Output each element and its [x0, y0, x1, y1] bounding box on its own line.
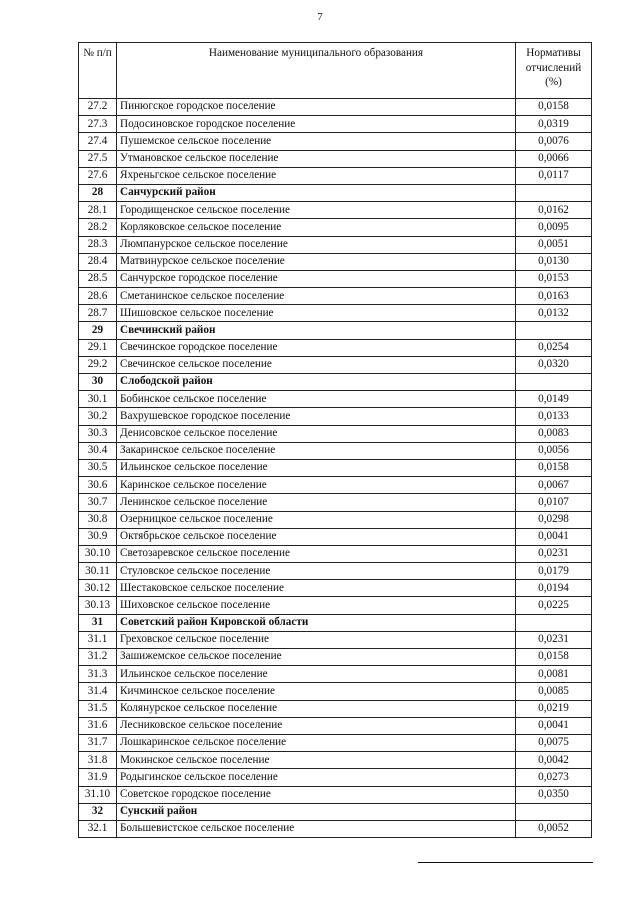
allocation-rate-cell: 0,0083 — [516, 425, 592, 442]
municipality-name-cell: Бобинское сельское поселение — [117, 391, 516, 408]
municipality-name-cell: Большевистское сельское поселение — [117, 820, 516, 837]
municipality-name-cell: Городищенское сельское поселение — [117, 202, 516, 219]
allocation-rate-cell: 0,0254 — [516, 339, 592, 356]
row-number-cell: 31.5 — [79, 700, 117, 717]
table-row — [79, 734, 592, 751]
table-row — [79, 356, 592, 373]
municipality-name-cell: Утмановское сельское поселение — [117, 150, 516, 167]
allocation-rate-cell: 0,0163 — [516, 288, 592, 305]
municipality-name-cell: Советский район Кировской области — [117, 614, 516, 631]
row-number-cell: 28.7 — [79, 305, 117, 322]
table-row — [79, 236, 592, 253]
row-number-cell: 31.3 — [79, 666, 117, 683]
row-number-cell: 28.5 — [79, 270, 117, 287]
row-number-cell: 30 — [79, 374, 117, 391]
table-row — [79, 700, 592, 717]
allocation-rate-cell: 0,0320 — [516, 356, 592, 373]
municipality-name-cell: Каринское сельское поселение — [117, 477, 516, 494]
allocation-rate-cell: 0,0194 — [516, 580, 592, 597]
row-number-cell: 30.3 — [79, 425, 117, 442]
municipality-name-cell: Сунский район — [117, 803, 516, 820]
table-row — [79, 666, 592, 683]
allocation-rate-cell: 0,0085 — [516, 683, 592, 700]
allocation-rate-cell: 0,0133 — [516, 408, 592, 425]
municipality-name-cell: Мокинское сельское поселение — [117, 752, 516, 769]
municipality-name-cell: Лошкаринское сельское поселение — [117, 734, 516, 751]
municipality-name-cell: Слободской район — [117, 374, 516, 391]
municipality-name-cell: Ильинское сельское поселение — [117, 459, 516, 476]
allocation-rate-cell: 0,0066 — [516, 150, 592, 167]
municipality-name-cell: Ильинское сельское поселение — [117, 666, 516, 683]
table-row — [79, 752, 592, 769]
allocation-rate-cell: 0,0158 — [516, 459, 592, 476]
row-number-cell: 28.6 — [79, 288, 117, 305]
allocation-rate-cell: 0,0075 — [516, 734, 592, 751]
municipality-name-cell: Колянурское сельское поселение — [117, 700, 516, 717]
table-header-row — [79, 43, 592, 99]
allocation-rate-cell: 0,0231 — [516, 545, 592, 562]
row-number-cell: 32 — [79, 803, 117, 820]
table-row — [79, 202, 592, 219]
allocation-rate-cell: 0,0052 — [516, 820, 592, 837]
table-row — [79, 133, 592, 150]
municipality-name-cell: Кичминское сельское поселение — [117, 683, 516, 700]
municipality-name-cell: Ленинское сельское поселение — [117, 494, 516, 511]
header-municipality-name: Наименование муниципального образования — [117, 43, 516, 99]
row-number-cell: 31.7 — [79, 734, 117, 751]
row-number-cell: 30.2 — [79, 408, 117, 425]
allocation-rate-cell — [516, 322, 592, 339]
table-row — [79, 425, 592, 442]
municipality-name-cell: Вахрушевское городское поселение — [117, 408, 516, 425]
row-number-cell: 30.4 — [79, 442, 117, 459]
allocation-rate-cell: 0,0081 — [516, 666, 592, 683]
table-row — [79, 769, 592, 786]
allocation-rate-cell: 0,0179 — [516, 563, 592, 580]
table-row — [79, 545, 592, 562]
row-number-cell: 28.3 — [79, 236, 117, 253]
district-row — [79, 374, 592, 391]
allocation-rate-cell: 0,0158 — [516, 649, 592, 666]
allocation-rate-cell: 0,0076 — [516, 133, 592, 150]
table-row — [79, 167, 592, 184]
row-number-cell: 29.1 — [79, 339, 117, 356]
allocation-rate-cell: 0,0067 — [516, 477, 592, 494]
municipality-name-cell: Советское городское поселение — [117, 786, 516, 803]
row-number-cell: 31 — [79, 614, 117, 631]
table-row — [79, 219, 592, 236]
row-number-cell: 28 — [79, 184, 117, 201]
allocation-rate-cell: 0,0350 — [516, 786, 592, 803]
allocation-rate-cell: 0,0051 — [516, 236, 592, 253]
row-number-cell: 31.6 — [79, 717, 117, 734]
municipality-name-cell: Пушемское сельское поселение — [117, 133, 516, 150]
municipality-name-cell: Зашижемское сельское поселение — [117, 649, 516, 666]
row-number-cell: 30.1 — [79, 391, 117, 408]
municipality-name-cell: Матвинурское сельское поселение — [117, 253, 516, 270]
row-number-cell: 30.11 — [79, 563, 117, 580]
row-number-cell: 31.2 — [79, 649, 117, 666]
municipality-name-cell: Октябрьское сельское поселение — [117, 528, 516, 545]
table-row — [79, 305, 592, 322]
table-row — [79, 494, 592, 511]
municipality-name-cell: Свечинское сельское поселение — [117, 356, 516, 373]
table-row — [79, 820, 592, 837]
municipality-name-cell: Корляковское сельское поселение — [117, 219, 516, 236]
district-row — [79, 614, 592, 631]
table-row — [79, 717, 592, 734]
allocation-rate-cell — [516, 803, 592, 820]
row-number-cell: 28.4 — [79, 253, 117, 270]
row-number-cell: 32.1 — [79, 820, 117, 837]
table-row — [79, 683, 592, 700]
municipality-name-cell: Подосиновское городское поселение — [117, 116, 516, 133]
table-row — [79, 528, 592, 545]
table-row — [79, 270, 592, 287]
table-body — [79, 99, 592, 838]
municipality-name-cell: Свечинский район — [117, 322, 516, 339]
allocation-rate-cell: 0,0225 — [516, 597, 592, 614]
allocation-rate-cell — [516, 614, 592, 631]
page-number: 7 — [317, 11, 323, 23]
table-row — [79, 150, 592, 167]
allocation-rate-cell — [516, 184, 592, 201]
allocation-rate-cell: 0,0273 — [516, 769, 592, 786]
allocation-rate-cell: 0,0231 — [516, 631, 592, 648]
allocation-rate-cell: 0,0095 — [516, 219, 592, 236]
row-number-cell: 27.5 — [79, 150, 117, 167]
allocation-rate-cell: 0,0041 — [516, 528, 592, 545]
municipality-name-cell: Светозаревское сельское поселение — [117, 545, 516, 562]
row-number-cell: 30.9 — [79, 528, 117, 545]
allocation-rate-cell: 0,0132 — [516, 305, 592, 322]
allocation-norms-table — [78, 42, 592, 838]
allocation-rate-cell: 0,0042 — [516, 752, 592, 769]
district-row — [79, 184, 592, 201]
table-row — [79, 477, 592, 494]
allocation-rate-cell: 0,0056 — [516, 442, 592, 459]
row-number-cell: 31.8 — [79, 752, 117, 769]
row-number-cell: 30.12 — [79, 580, 117, 597]
header-allocation-rate: Нормативы отчислений (%) — [516, 43, 592, 99]
allocation-rate-cell: 0,0149 — [516, 391, 592, 408]
table-row — [79, 391, 592, 408]
municipality-name-cell: Шиховское сельское поселение — [117, 597, 516, 614]
table-row — [79, 116, 592, 133]
municipality-name-cell: Сметанинское сельское поселение — [117, 288, 516, 305]
municipality-name-cell: Греховское сельское поселение — [117, 631, 516, 648]
row-number-cell: 31.4 — [79, 683, 117, 700]
row-number-cell: 30.8 — [79, 511, 117, 528]
municipality-name-cell: Шестаковское сельское поселение — [117, 580, 516, 597]
signature-line — [418, 862, 593, 863]
table-row — [79, 511, 592, 528]
allocation-rate-cell — [516, 374, 592, 391]
municipality-name-cell: Стуловское сельское поселение — [117, 563, 516, 580]
header-number: № п/п — [79, 43, 117, 99]
municipality-name-cell: Денисовское сельское поселение — [117, 425, 516, 442]
table-row — [79, 442, 592, 459]
table-row — [79, 339, 592, 356]
table-row — [79, 408, 592, 425]
municipality-name-cell: Санчурский район — [117, 184, 516, 201]
table-row — [79, 288, 592, 305]
allocation-rate-cell: 0,0117 — [516, 167, 592, 184]
municipality-name-cell: Озерницкое сельское поселение — [117, 511, 516, 528]
table-row — [79, 649, 592, 666]
table-row — [79, 580, 592, 597]
table-row — [79, 597, 592, 614]
municipality-name-cell: Пинюгское городское поселение — [117, 99, 516, 116]
allocation-rate-cell: 0,0130 — [516, 253, 592, 270]
row-number-cell: 31.1 — [79, 631, 117, 648]
municipality-name-cell: Свечинское городское поселение — [117, 339, 516, 356]
row-number-cell: 31.9 — [79, 769, 117, 786]
row-number-cell: 30.10 — [79, 545, 117, 562]
municipality-name-cell: Лесниковское сельское поселение — [117, 717, 516, 734]
table-row — [79, 459, 592, 476]
table-row — [79, 631, 592, 648]
row-number-cell: 27.3 — [79, 116, 117, 133]
row-number-cell: 30.5 — [79, 459, 117, 476]
municipality-name-cell: Родыгинское сельское поселение — [117, 769, 516, 786]
table-row — [79, 786, 592, 803]
table-row — [79, 563, 592, 580]
row-number-cell: 30.13 — [79, 597, 117, 614]
district-row — [79, 322, 592, 339]
allocation-rate-cell: 0,0107 — [516, 494, 592, 511]
row-number-cell: 29.2 — [79, 356, 117, 373]
table-row — [79, 253, 592, 270]
allocation-rate-cell: 0,0041 — [516, 717, 592, 734]
municipality-name-cell: Закаринское сельское поселение — [117, 442, 516, 459]
row-number-cell: 30.6 — [79, 477, 117, 494]
allocation-rate-cell: 0,0219 — [516, 700, 592, 717]
row-number-cell: 30.7 — [79, 494, 117, 511]
allocation-rate-cell: 0,0298 — [516, 511, 592, 528]
allocation-rate-cell: 0,0153 — [516, 270, 592, 287]
allocation-rate-cell: 0,0158 — [516, 99, 592, 116]
row-number-cell: 31.10 — [79, 786, 117, 803]
district-row — [79, 803, 592, 820]
municipality-name-cell: Санчурское городское поселение — [117, 270, 516, 287]
allocation-rate-cell: 0,0162 — [516, 202, 592, 219]
row-number-cell: 27.6 — [79, 167, 117, 184]
municipality-name-cell: Шишовское сельское поселение — [117, 305, 516, 322]
table-row — [79, 99, 592, 116]
row-number-cell: 29 — [79, 322, 117, 339]
municipality-name-cell: Яхреньгское сельское поселение — [117, 167, 516, 184]
row-number-cell: 27.2 — [79, 99, 117, 116]
row-number-cell: 28.1 — [79, 202, 117, 219]
row-number-cell: 27.4 — [79, 133, 117, 150]
row-number-cell: 28.2 — [79, 219, 117, 236]
municipality-name-cell: Люмпанурское сельское поселение — [117, 236, 516, 253]
allocation-rate-cell: 0,0319 — [516, 116, 592, 133]
